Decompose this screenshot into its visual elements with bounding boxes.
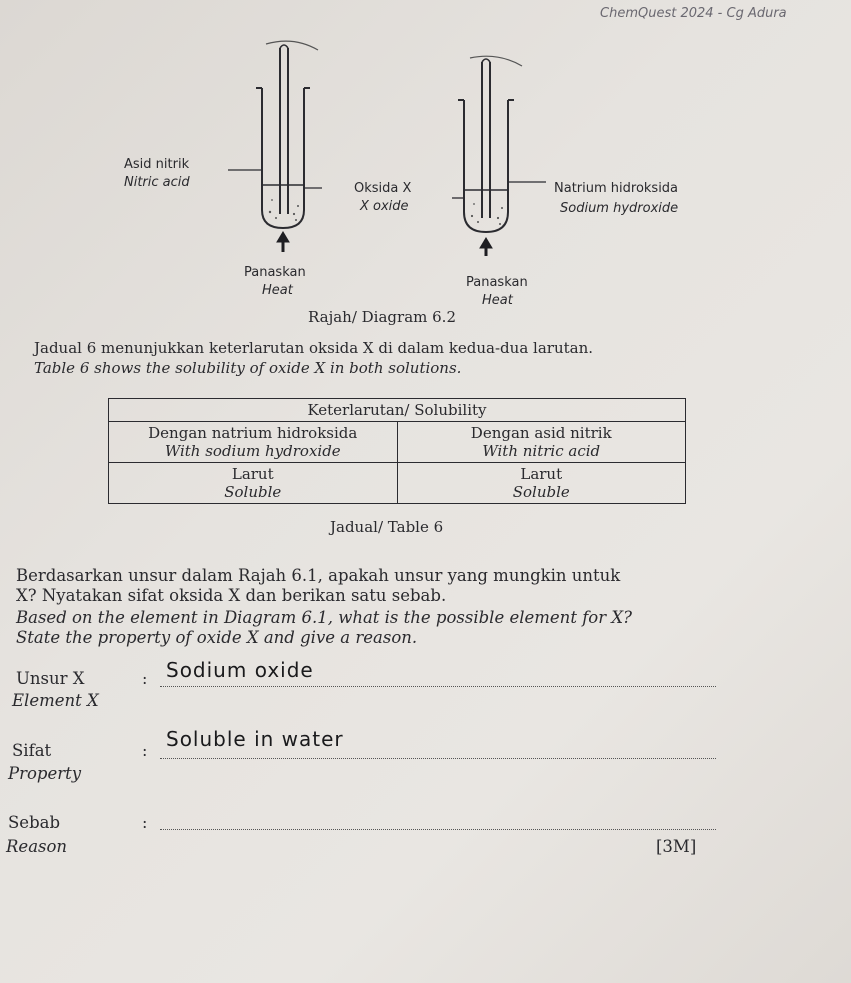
solubility-table [108, 398, 686, 504]
intro-ms: Jadual 6 menunjukkan keterlarutan oksida X di dalam kedua-dua larutan. [34, 339, 593, 357]
val1-en: Soluble [224, 483, 282, 501]
left-heat-label-en: Heat [262, 283, 293, 298]
col1-en: With sodium hydroxide [164, 442, 341, 460]
table-caption: Jadual/ Table 6 [330, 518, 444, 536]
right-heat-label-en: Heat [482, 293, 513, 308]
table-header: Keterlarutan/ Solubility [109, 399, 686, 422]
reason-answer-line[interactable] [160, 829, 716, 830]
nitric-acid-label-ms: Asid nitrik [124, 157, 190, 172]
element-label-en: Element X [12, 691, 99, 710]
question-en-line1: Based on the element in Diagram 6.1, what is the possible element for X? [16, 608, 632, 627]
intro-en: Table 6 shows the solubility of oxide X in both solutions. [34, 359, 462, 377]
left-heat-label-ms: Panaskan [244, 265, 306, 280]
left-heat-arrow [277, 232, 289, 242]
diagram-caption: Rajah/ Diagram 6.2 [308, 308, 456, 326]
left-glass-rod [280, 48, 288, 214]
right-test-tube [464, 100, 508, 232]
property-label-ms: Sifat [12, 741, 52, 760]
sodium-hydroxide-label-en: Sodium hydroxide [560, 201, 679, 216]
property-answer: Soluble in water [166, 727, 344, 751]
right-heat-arrow [480, 238, 492, 248]
table-cell-1 [109, 463, 398, 504]
page-header: ChemQuest 2024 - Cg Adura [600, 6, 787, 21]
table-cell-2 [397, 463, 686, 504]
element-answer-line[interactable] [160, 686, 716, 687]
element-colon: : [142, 669, 148, 688]
property-colon: : [142, 741, 148, 760]
reason-colon: : [142, 813, 148, 832]
left-test-tube [262, 88, 304, 228]
property-label-en: Property [8, 764, 82, 783]
question-ms-line1: Berdasarkan unsur dalam Rajah 6.1, apakah unsur yang mungkin untuk [16, 566, 621, 585]
question-en-line2: State the property of oxide X and give a reason. [16, 628, 418, 647]
reason-label-en: Reason [6, 837, 68, 856]
element-answer: Sodium oxide [166, 658, 314, 682]
val2-ms: Larut [520, 465, 563, 483]
right-glass-rod [482, 62, 490, 218]
right-heat-label-ms: Panaskan [466, 275, 528, 290]
col1-ms: Dengan natrium hidroksida [148, 424, 358, 442]
col2-ms: Dengan asid nitrik [470, 424, 612, 442]
oxide-label-en: X oxide [360, 199, 409, 214]
col2-en: With nitric acid [482, 442, 601, 460]
oxide-label-ms: Oksida X [354, 181, 412, 196]
question-ms-line2: X? Nyatakan sifat oksida X dan berikan satu sebab. [16, 586, 447, 605]
val2-en: Soluble [512, 483, 570, 501]
val1-ms: Larut [231, 465, 274, 483]
sodium-hydroxide-label-ms: Natrium hidroksida [554, 181, 679, 196]
property-answer-line[interactable] [160, 758, 716, 759]
table-col2-header [397, 422, 686, 463]
element-label-ms: Unsur X [16, 669, 85, 688]
marks-label: [3M] [656, 837, 697, 856]
reason-label-ms: Sebab [8, 813, 61, 832]
nitric-acid-label-en: Nitric acid [124, 175, 190, 190]
table-col1-header [109, 422, 398, 463]
